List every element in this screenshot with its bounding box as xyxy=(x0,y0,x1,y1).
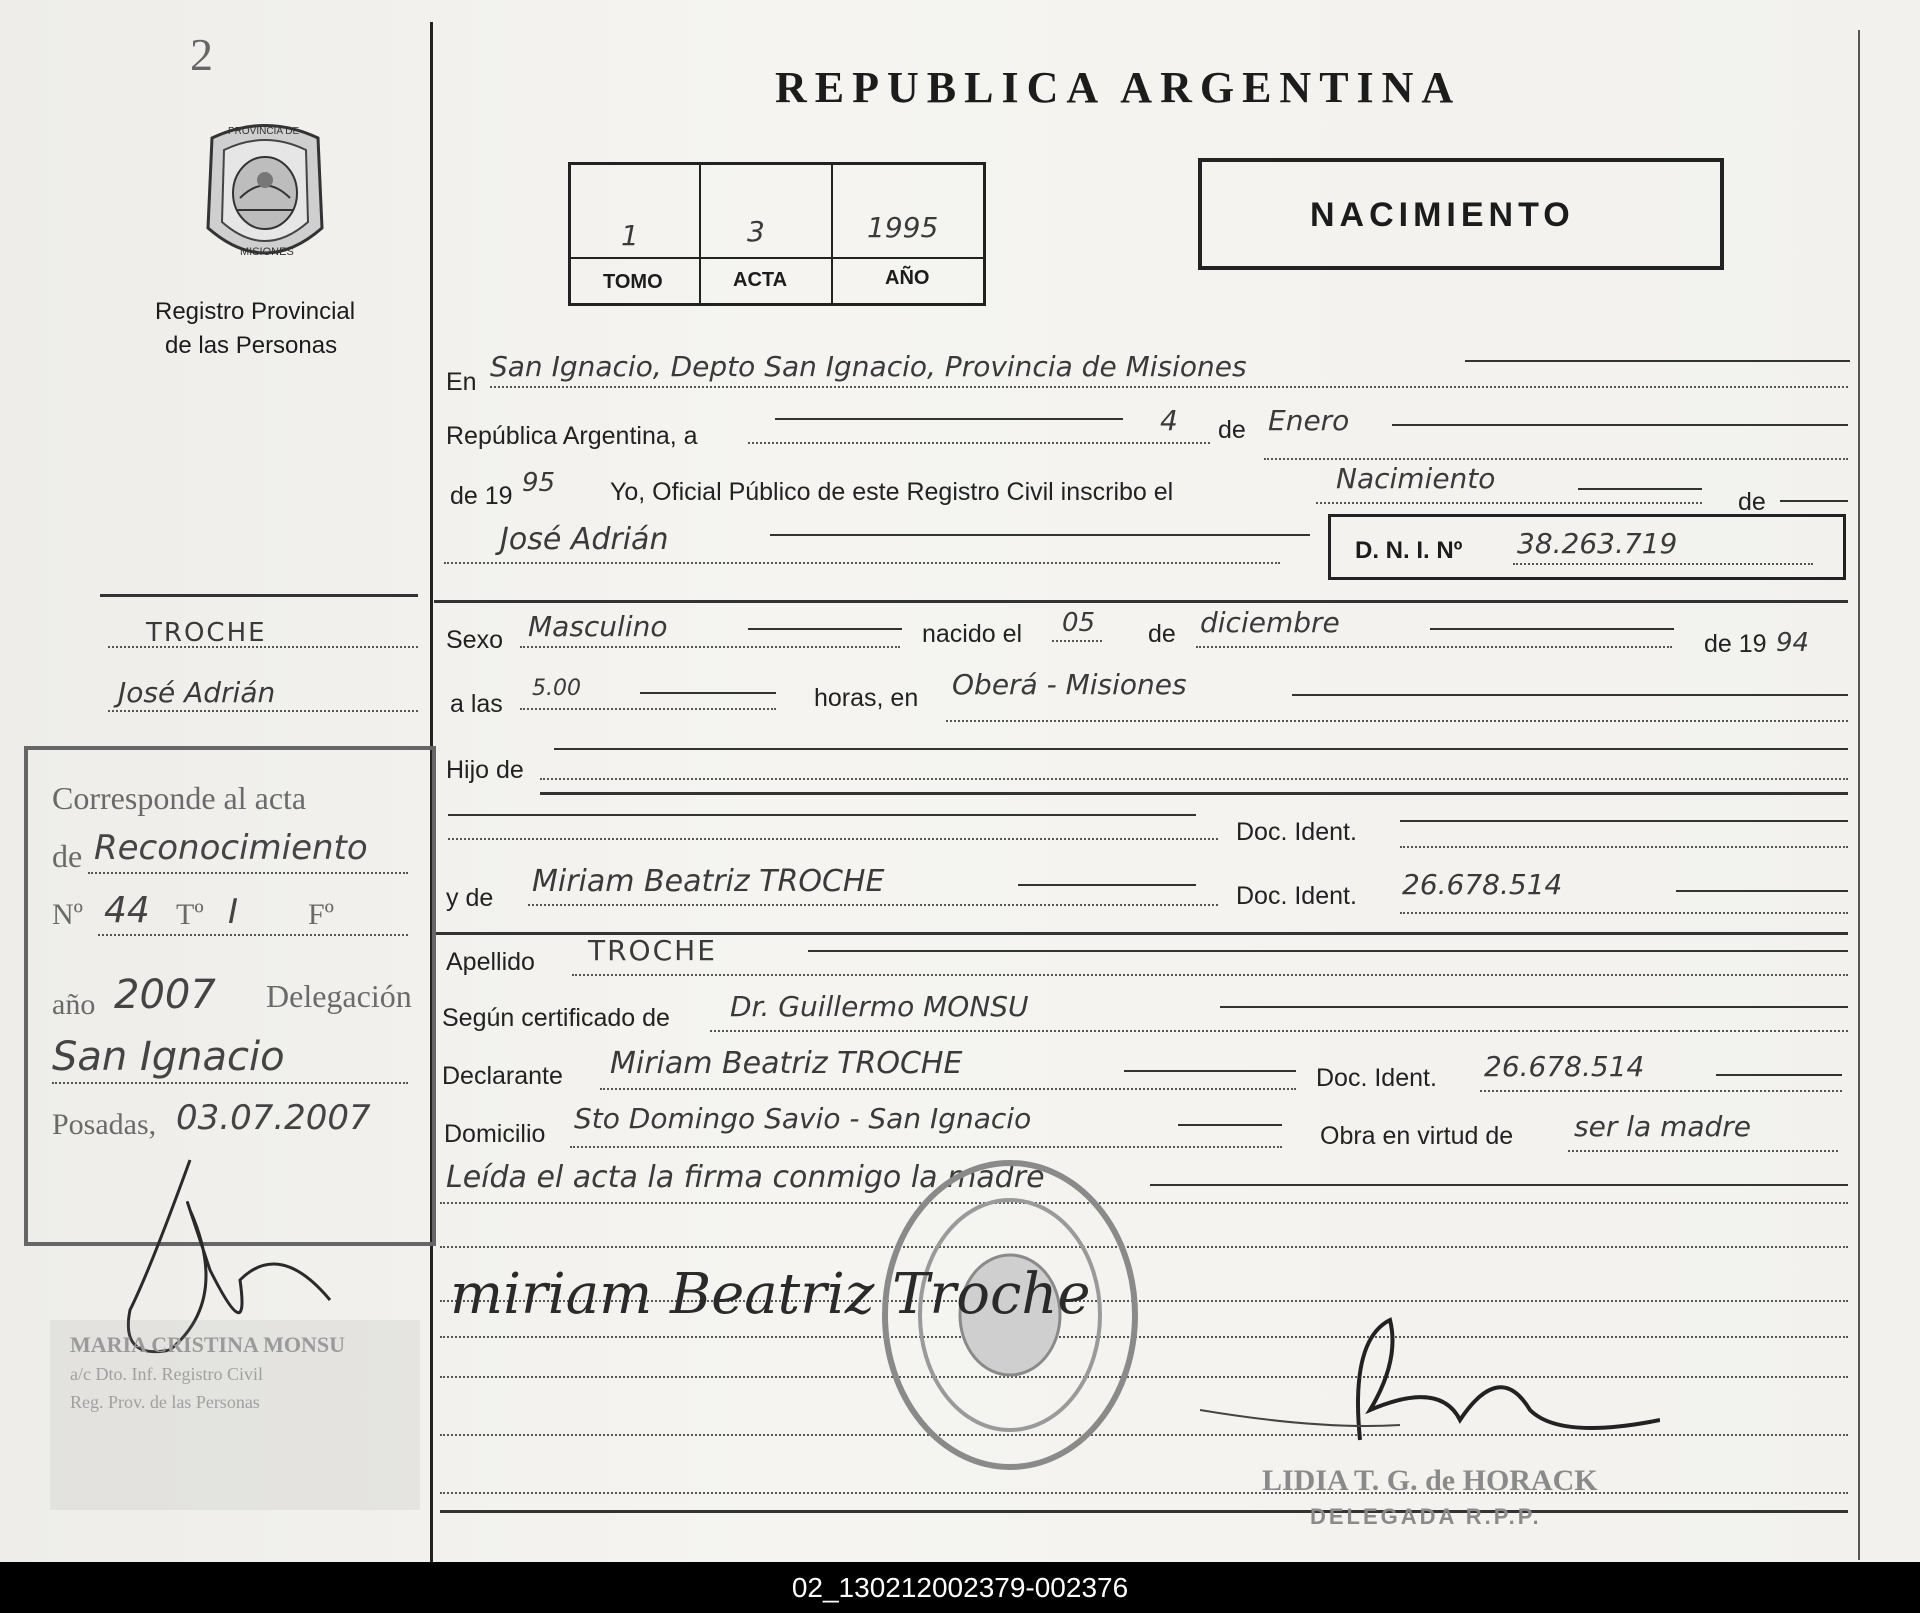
registry-line1: Registro Provincial xyxy=(155,298,356,325)
nacido-de19-label: de 19 xyxy=(1704,630,1767,658)
section-rule xyxy=(434,600,1848,603)
segun-label: Según certificado de xyxy=(442,1004,670,1032)
tomo-value: 1 xyxy=(621,219,639,252)
stamp-anio-value: 2007 xyxy=(114,972,216,1018)
en-value: San Ignacio, Depto San Ignacio, Provincia de Misiones xyxy=(490,350,1247,383)
dni-label: D. N. I. Nº xyxy=(1355,537,1463,564)
image-id-caption: 02_130212002379-002376 xyxy=(0,1562,1920,1613)
stamp-to-label: Tº xyxy=(176,898,204,931)
anio-value: 1995 xyxy=(867,211,939,244)
obra-value: ser la madre xyxy=(1574,1110,1752,1143)
dia-value: 4 xyxy=(1160,404,1178,437)
left-stamp-line3: Reg. Prov. de las Personas xyxy=(70,1392,260,1412)
stamp-anio-label: año xyxy=(52,988,96,1021)
left-stamp-line1: MARIA CRISTINA MONSU xyxy=(70,1332,346,1357)
inscribo-value: Nacimiento xyxy=(1336,462,1496,495)
province-emblem xyxy=(200,118,330,273)
padre-doc-label: Doc. Ident. xyxy=(1236,818,1357,846)
madre-value: Miriam Beatriz TROCHE xyxy=(532,864,885,899)
left-stamp-line2: a/c Dto. Inf. Registro Civil xyxy=(70,1364,263,1384)
de19-label: de 19 xyxy=(450,482,513,510)
sexo-value: Masculino xyxy=(528,610,668,643)
declarante-doc-label: Doc. Ident. xyxy=(1316,1064,1437,1092)
leida-value: Leída el acta la firma conmigo la madre xyxy=(446,1160,1045,1195)
stamp-no-label: Nº xyxy=(52,898,83,931)
sidebar-given-names: José Adrián xyxy=(118,676,276,709)
stamp-to-value: I xyxy=(228,892,239,932)
alas-label: a las xyxy=(450,690,503,718)
hora-value: 5.00 xyxy=(532,676,581,701)
stamp-fo-label: Fº xyxy=(308,898,334,931)
stamp-line2-value: Reconocimiento xyxy=(94,828,368,868)
acta-label: ACTA xyxy=(733,269,788,291)
right-border xyxy=(1858,30,1860,1560)
stamp-posadas-label: Posadas, xyxy=(52,1108,157,1141)
horas-en-label: horas, en xyxy=(814,684,919,712)
oficial-text: Yo, Oficial Público de este Registro Civil inscribo el xyxy=(610,478,1174,506)
nacido-de-label: de xyxy=(1148,620,1176,648)
apellido-label: Apellido xyxy=(446,948,535,976)
lugar-value: Oberá - Misiones xyxy=(952,668,1187,701)
obra-label: Obra en virtud de xyxy=(1320,1122,1514,1150)
dni-box xyxy=(1328,514,1846,580)
stamp-line1: Corresponde al acta xyxy=(52,780,307,816)
domicilio-label: Domicilio xyxy=(444,1120,546,1148)
de-label: de xyxy=(1218,416,1246,444)
stamp-line2-prefix: de xyxy=(52,838,83,874)
official-signature xyxy=(1200,1300,1660,1450)
madre-doc-label: Doc. Ident. xyxy=(1236,882,1357,910)
apellido-value: TROCHE xyxy=(588,934,717,967)
domicilio-value: Sto Domingo Savio - San Ignacio xyxy=(574,1102,1032,1135)
mother-signature: miriam Beatriz Troche xyxy=(450,1262,1091,1327)
reference-table xyxy=(568,162,986,306)
nacido-dia: 05 xyxy=(1062,608,1096,638)
act-type-box xyxy=(1198,158,1724,270)
hijo-label: Hijo de xyxy=(446,756,524,784)
page-number: 2 xyxy=(190,29,213,80)
tomo-label: TOMO xyxy=(603,271,663,293)
emblem-top-text: PROVINCIA DE xyxy=(228,126,300,137)
left-faded-stamp xyxy=(50,1320,420,1510)
stamp-delegacion-label: Delegación xyxy=(266,978,412,1014)
sexo-label: Sexo xyxy=(446,626,503,654)
mes-value: Enero xyxy=(1268,404,1350,437)
declarante-doc: 26.678.514 xyxy=(1484,1050,1645,1083)
nacido-mes: diciembre xyxy=(1200,606,1340,639)
page-title: REPUBLICA ARGENTINA xyxy=(775,63,1462,112)
emblem-bottom-text: MISIONES xyxy=(240,246,294,258)
anio-label: AÑO xyxy=(885,267,930,289)
nombre-value: José Adrián xyxy=(500,522,669,557)
stamp-delegacion-value: San Ignacio xyxy=(52,1034,285,1080)
republica-label: República Argentina, a xyxy=(446,422,698,450)
madre-doc: 26.678.514 xyxy=(1402,868,1563,901)
official-name: LIDIA T. G. de HORACK xyxy=(1262,1464,1598,1497)
en-line xyxy=(490,386,1848,388)
en-label: En xyxy=(446,368,477,396)
stamp-no-value: 44 xyxy=(104,890,150,931)
declarante-label: Declarante xyxy=(442,1062,563,1090)
de-label-2: de xyxy=(1738,488,1766,516)
registry-line2: de las Personas xyxy=(165,332,338,359)
declarante-value: Miriam Beatriz TROCHE xyxy=(610,1046,963,1081)
nacido-anio: 94 xyxy=(1776,628,1810,658)
act-type: NACIMIENTO xyxy=(1310,196,1575,234)
yde-label: y de xyxy=(446,884,494,912)
dni-value: 38.263.719 xyxy=(1517,527,1678,560)
nacido-label: nacido el xyxy=(922,620,1023,648)
sidebar-surname: TROCHE xyxy=(146,618,267,648)
stamp-date-value: 03.07.2007 xyxy=(176,1098,371,1138)
official-title: DELEGADA R.P.P. xyxy=(1310,1504,1542,1529)
acta-value: 3 xyxy=(747,215,765,248)
segun-value: Dr. Guillermo MONSU xyxy=(730,990,1029,1023)
anio-inscripcion: 95 xyxy=(522,468,556,498)
